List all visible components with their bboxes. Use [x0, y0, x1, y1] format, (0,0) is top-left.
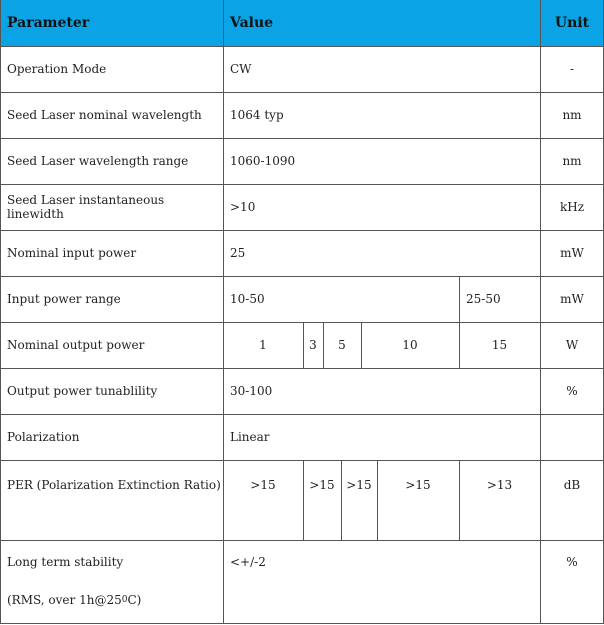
row-value: 3 — [309, 338, 317, 352]
row-unit: dB — [563, 478, 581, 492]
row-divider — [0, 276, 604, 277]
row-value: 1060-1090 — [230, 154, 296, 168]
header-parameter: Parameter — [0, 0, 223, 46]
row-value: >13 — [486, 478, 513, 492]
row-unit: mW — [560, 292, 584, 306]
row-parameter: Nominal output power — [7, 338, 145, 352]
subcolumn-divider — [303, 460, 304, 540]
row-unit: W — [565, 338, 579, 352]
row-value: <+/-2 — [230, 555, 266, 569]
column-divider — [0, 0, 1, 624]
row-value: Linear — [230, 430, 270, 444]
row-unit: kHz — [559, 200, 585, 214]
header-unit: Unit — [540, 0, 604, 46]
subcolumn-divider — [341, 460, 342, 540]
row-parameter: Polarization — [7, 430, 80, 444]
row-unit: - — [569, 62, 575, 76]
row-parameter: Input power range — [7, 292, 121, 306]
subcolumn-divider — [303, 322, 304, 368]
subcolumn-divider — [459, 276, 460, 368]
row-parameter: PER (Polarization Extinction Ratio) — [7, 478, 221, 492]
row-divider — [0, 184, 604, 185]
row-divider — [0, 368, 604, 369]
row-parameter: Nominal input power — [7, 246, 137, 260]
row-divider — [0, 414, 604, 415]
row-value: 1 — [259, 338, 267, 352]
column-divider — [223, 0, 224, 624]
row-divider — [0, 46, 604, 47]
subcolumn-divider — [323, 322, 324, 368]
row-divider — [0, 230, 604, 231]
row-value: >15 — [405, 478, 431, 492]
row-parameter: Operation Mode — [7, 62, 107, 76]
note-text-end: C) — [127, 593, 142, 607]
row-unit — [540, 414, 604, 460]
row-parameter: Seed Laser nominal wavelength — [7, 108, 202, 122]
row-divider — [0, 540, 604, 541]
row-divider — [0, 623, 604, 624]
row-value: >15 — [309, 478, 335, 492]
row-parameter-main: Long term stability — [7, 555, 124, 569]
row-value: 25-50 — [466, 292, 501, 306]
row-value: CW — [230, 62, 252, 76]
row-value: 15 — [491, 338, 508, 352]
subcolumn-divider — [459, 460, 460, 540]
row-value: 10-50 — [230, 292, 265, 306]
note-text: (RMS, over 1h@25 — [7, 593, 122, 607]
row-divider — [0, 460, 604, 461]
row-value: >10 — [230, 200, 256, 214]
row-parameter: Seed Laser instantaneous linewidth — [7, 193, 165, 221]
row-unit: % — [566, 384, 578, 398]
row-unit: mW — [560, 246, 584, 260]
row-unit: % — [566, 555, 578, 569]
row-unit: nm — [562, 108, 582, 122]
row-value: 1064 typ — [230, 108, 284, 122]
row-value: >15 — [250, 478, 276, 492]
column-divider — [540, 0, 541, 624]
row-parameter: Output power tunablility — [7, 384, 158, 398]
header-value: Value — [223, 0, 540, 46]
row-parameter: Seed Laser wavelength range — [7, 154, 189, 168]
row-value: 30-100 — [230, 384, 273, 398]
subcolumn-divider — [361, 322, 362, 368]
row-divider — [0, 92, 604, 93]
row-unit: nm — [562, 154, 582, 168]
row-divider — [0, 138, 604, 139]
subcolumn-divider — [377, 460, 378, 540]
row-value: 5 — [338, 338, 346, 352]
row-value: >15 — [346, 478, 372, 492]
row-value: 10 — [402, 338, 418, 352]
row-divider — [0, 322, 604, 323]
row-parameter-note: (RMS, over 1h@25 0 C) — [7, 593, 142, 607]
row-value: 25 — [230, 246, 246, 260]
